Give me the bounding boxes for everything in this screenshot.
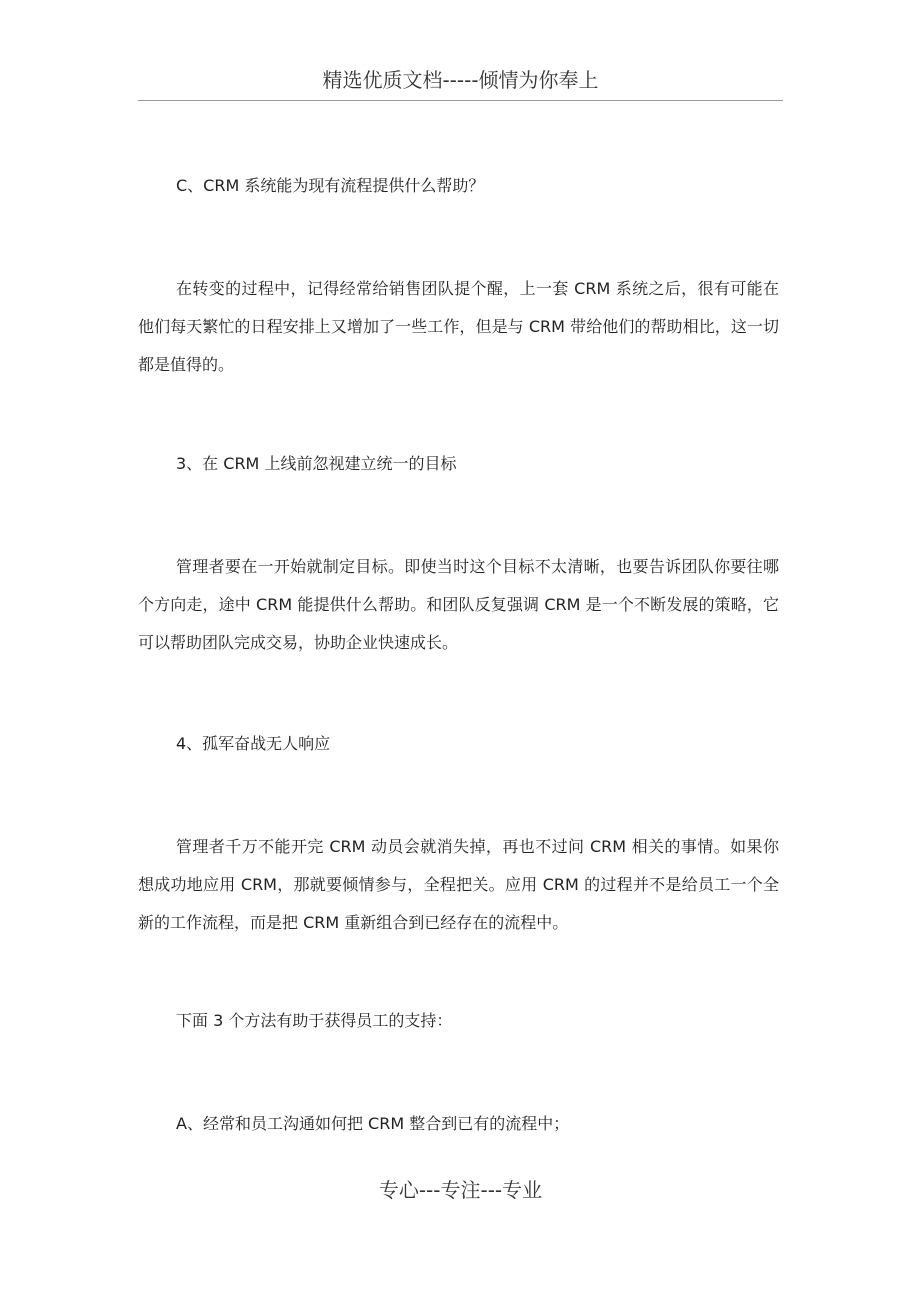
section-heading-c: C、CRM 系统能为现有流程提供什么帮助？ [176,176,485,195]
paragraph-goals: 管理者要在一开始就制定目标。即使当时这个目标不太清晰，也要告诉团队你要往哪个方向走，途中 CRM 能提供什么帮助。和团队反复强调 CRM 是一个不断发展的策略，它可以帮助团队完成交易，协助企业快速成长。 [138,557,779,652]
paragraph-transition: 在转变的过程中，记得经常给销售团队提个醒，上一套 CRM 系统之后，很有可能在他们每天繁忙的日程安排上又增加了一些工作，但是与 CRM 带给他们的帮助相比，这一切都是值得的。 [138,279,779,374]
methods-intro: 下面 3 个方法有助于获得员工的支持： [176,1011,453,1030]
footer-text: 专心---专注---专业 [378,1178,543,1202]
header-title: 精选优质文档-----倾情为你奉上 [322,68,599,92]
page-footer [138,1174,783,1206]
method-a: A、经常和员工沟通如何把 CRM 整合到已有的流程中； [176,1114,570,1133]
section-heading-3: 3、在 CRM 上线前忽视建立统一的目标 [176,454,457,473]
section-heading-4: 4、孤军奋战无人响应 [176,734,331,753]
paragraph-manager: 管理者千万不能开完 CRM 动员会就消失掉，再也不过问 CRM 相关的事情。如果你想成功地应用 CRM，那就要倾情参与，全程把关。应用 CRM 的过程并不是给员工一个全新的工作流程，而是把 CRM 重新组合到已经存在的流程中。 [138,837,779,932]
page-header [138,62,783,101]
